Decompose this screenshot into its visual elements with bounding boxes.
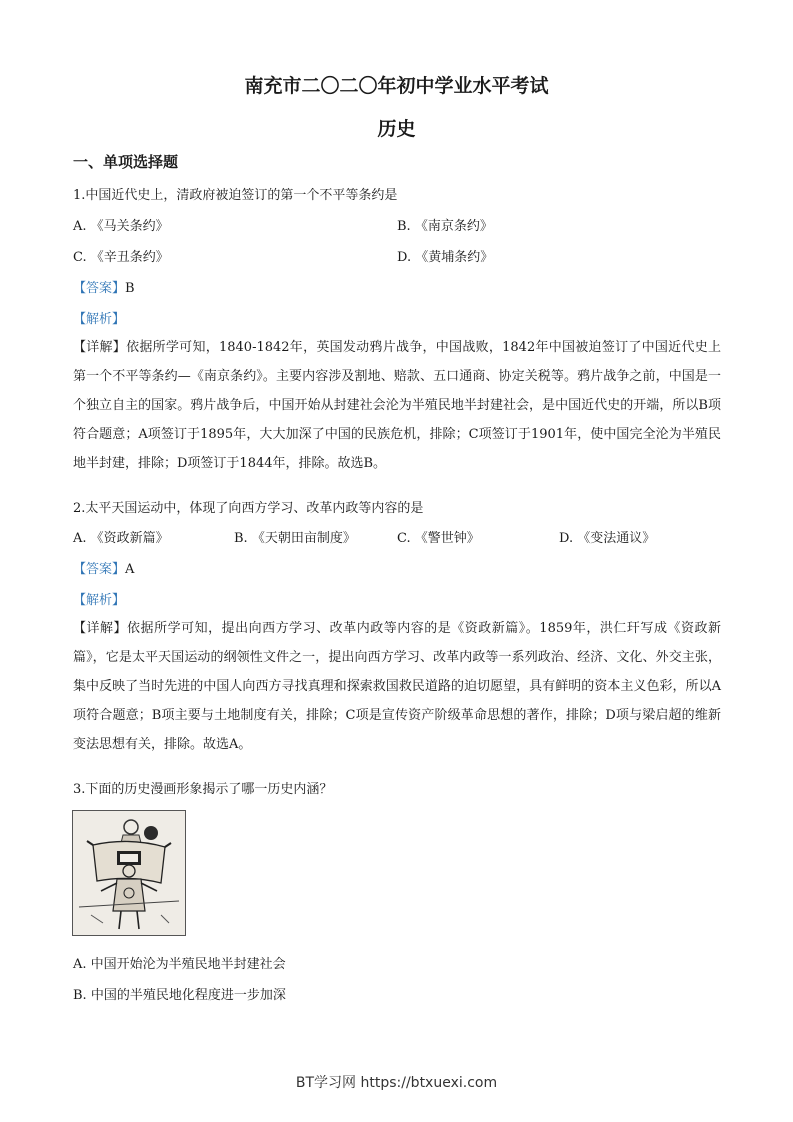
answer-tag: 【答案】 [73, 562, 126, 577]
footer-watermark: BT学习网 https://btxuexi.com [295, 1075, 498, 1091]
q2-detail [73, 614, 721, 759]
q1-stem: 1.中国近代史上，清政府被迫签订的第一个不平等条约是 [73, 188, 398, 203]
detail-tag: 【详解】 [73, 621, 128, 636]
q1-option-b: B. 《南京条约》 [397, 219, 493, 234]
section-heading: 一、单项选择题 [73, 153, 179, 171]
q2-analysis-tag: 【解析】 [73, 593, 126, 608]
answer-value: B [125, 281, 135, 296]
history-cartoon-image [72, 810, 186, 936]
cartoon-sketch [73, 811, 185, 935]
q2-answer [73, 558, 134, 577]
detail-tag: 【详解】 [73, 340, 127, 355]
subject-title: 历史 [377, 118, 416, 140]
q3-option-b: B. 中国的半殖民地化程度进一步加深 [73, 988, 286, 1003]
q3-option-a: A. 中国开始沦为半殖民地半封建社会 [73, 957, 286, 972]
q1-analysis-tag: 【解析】 [73, 312, 126, 327]
q1-detail [73, 333, 721, 478]
q3-stem: 3.下面的历史漫画形象揭示了哪一历史内涵？ [73, 782, 333, 797]
q2-option-d: D. 《变法通议》 [559, 531, 656, 546]
q2-option-c: C. 《警世钟》 [397, 531, 480, 546]
q2-stem: 2.太平天国运动中，体现了向西方学习、改革内政等内容的是 [73, 501, 424, 516]
q1-option-d: D. 《黄埔条约》 [397, 250, 494, 265]
exam-title: 南充市二〇二〇年初中学业水平考试 [244, 75, 549, 97]
q2-option-a: A. 《资政新篇》 [73, 531, 169, 546]
detail-text: 依据所学可知，1840-1842年，英国发动鸦片战争，中国战败，1842年中国被迫签订了中国近代史上第一个不平等条约—《南京条约》。主要内容涉及割地、赔款、五口通商、协定关税等。鸦片战争之前，中国是一个独立自主的国家。鸦片战争后，中国开始从封建社会沦为半殖民地半封建社会，是中国近代史的开端，所以B项符合题意；A项签订于1895年，大大加深了中国的民族危机，排除；C项签订于1901年，使中国完全沦为半殖民地半封建，排除；D项签订于1844年，排除。故选B。 [73, 340, 721, 471]
q1-option-c: C. 《辛丑条约》 [73, 250, 169, 265]
detail-text: 依据所学可知，提出向西方学习、改革内政等内容的是《资政新篇》。1859年，洪仁玕写成《资政新篇》，它是太平天国运动的纲领性文件之一，提出向西方学习、改革内政等一系列政治、经济、文化、外交主张，集中反映了当时先进的中国人向西方寻找真理和探索救国救民道路的迫切愿望，具有鲜明的资本主义色彩，所以A项符合题意；B项主要与土地制度有关，排除；C项是宣传资产阶级革命思想的著作，排除；D项与梁启超的维新变法思想有关，排除。故选A。 [73, 621, 721, 752]
q1-answer [73, 277, 135, 296]
q2-option-b: B. 《天朝田亩制度》 [234, 531, 356, 546]
answer-tag: 【答案】 [73, 281, 126, 296]
q1-option-a: A. 《马关条约》 [73, 219, 169, 234]
answer-value: A [125, 562, 135, 577]
